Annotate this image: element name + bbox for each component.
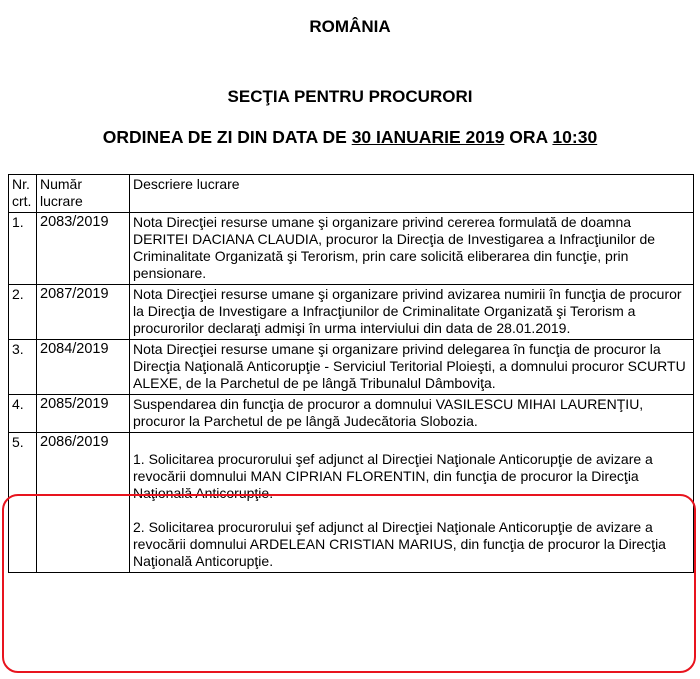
row-description: Nota Direcţiei resurse umane şi organizare privind cererea formulată de doamna DERITEI DACIANA CLAUDIA, procuror la Direcţia de Investigarea a Infracţiunilor de Criminalitate Organizată şi Terorism, prin care solicită eliberarea din funcţie, prin pensionare. [130,213,694,285]
row-number: 2086/2019 [37,433,130,573]
row-nr: 5. [9,433,37,573]
row-description [130,433,694,573]
table-row [9,213,694,285]
agenda-date: 30 IANUARIE 2019 [351,127,505,147]
table-row [9,285,694,340]
header-number: Număr lucrare [37,175,130,213]
agenda-prefix: ORDINEA DE ZI DIN DATA DE [102,127,347,147]
table-row [9,395,694,433]
row-description: Nota Direcţiei resurse umane şi organizare privind delegarea în funcţia de procuror la Direcţia Naţională Anticorupţie - Serviciul Teritorial Ploieşti, a domnului procuror SCURTU ALEXE, de la Parchetul de pe lângă Tribunalul Dâmboviţa. [130,340,694,395]
row-nr: 1. [9,213,37,285]
table-row [9,340,694,395]
row-number: 2085/2019 [37,395,130,433]
row-nr: 2. [9,285,37,340]
header-description: Descriere lucrare [130,175,694,213]
section-title: SECŢIA PENTRU PROCURORI [227,87,473,106]
agenda-mid: ORA [509,127,548,147]
agenda-table [8,174,694,573]
header-nr: Nr. crt. [9,175,37,213]
row-number: 2083/2019 [37,213,130,285]
table-header-row [9,175,694,213]
row-number: 2084/2019 [37,340,130,395]
row-nr: 3. [9,340,37,395]
agenda-time: 10:30 [552,127,598,147]
row-description: Nota Direcţiei resurse umane şi organizare privind avizarea numirii în funcţia de procuror la Direcţia de Investigare a Infracţiunilor de Criminalitate Organizată şi Terorism a procurorilor declaraţi admişi în urma interviului din data de 28.01.2019. [130,285,694,340]
row-nr: 4. [9,395,37,433]
agenda-title [0,127,700,148]
row-number: 2087/2019 [37,285,130,340]
table-row [9,433,694,573]
row-subitem: 1. Solicitarea procurorului şef adjunct al Direcţiei Naţionale Anticorupţie de avizare a revocării domnului MAN CIPRIAN FLORENTIN, din funcţia de procuror la Direcţia Naţională Anticorupţie. [133,451,653,501]
row-subitem: 2. Solicitarea procurorului şef adjunct al Direcţiei Naţionale Anticorupţie de avizare a revocării domnului ARDELEAN CRISTIAN MARIUS, din funcţia de procuror la Direcţia Naţională Anticorupţie. [133,519,666,569]
row-description: Suspendarea din funcţia de procuror a domnului VASILESCU MIHAI LAURENŢIU, procuror la Parchetul de pe lângă Judecătoria Slobozia. [130,395,694,433]
country-title: ROMÂNIA [309,17,391,36]
